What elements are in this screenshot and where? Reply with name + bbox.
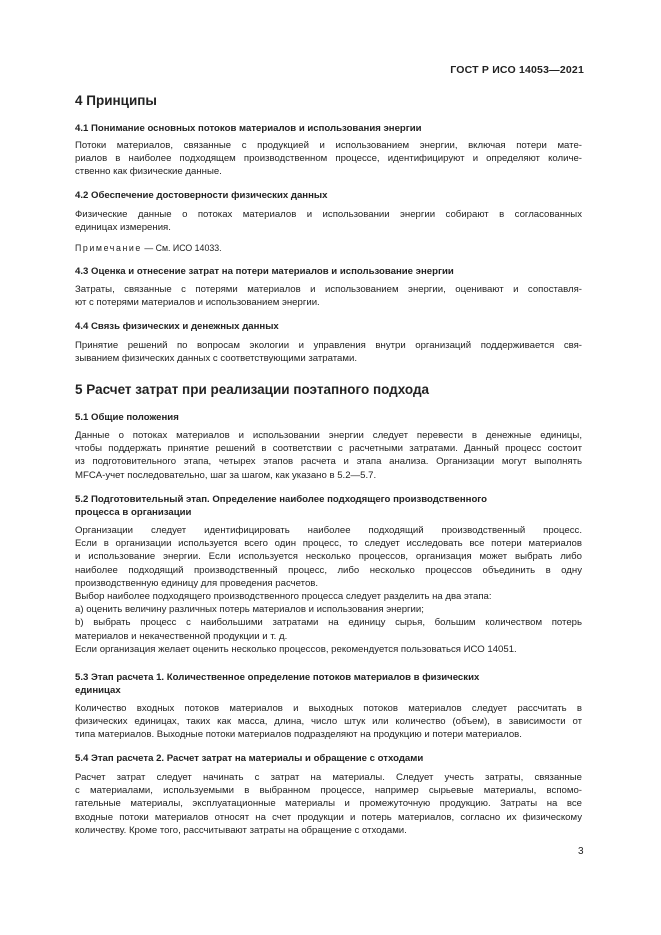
- text-line: Расчет затрат следует начинать с затрат на материалы. Следует учесть затраты, связанные: [75, 772, 582, 783]
- text-line: MFCA-учет последовательно, шаг за шагом, как указано в 5.2—5.7.: [75, 469, 377, 481]
- text-line: производственную единицу для проведения расчетов.: [75, 577, 319, 589]
- section-4-2-text: [75, 208, 582, 234]
- text-line: и использование энергии. Если используется несколько процессов, организация может выбрать либо: [75, 551, 582, 563]
- text-line: Если организация желает оценить несколько процессов, рекомендуется пользоваться ИСО 14051.: [75, 643, 517, 655]
- text-line: физических единицах, таких как масса, длина, число штук или количество (объем), в зависимости от: [75, 716, 582, 728]
- section-5-1-title: 5.1 Общие положения: [75, 412, 179, 423]
- text-line: a) оценить величину различных потерь материалов и использования энергии;: [75, 604, 424, 616]
- page-number: 3: [578, 846, 584, 857]
- text-line: Принятие решений по вопросам экологии и управления внутри организаций поддерживается свя-: [75, 340, 582, 351]
- section-4-title: 4 Принципы: [75, 93, 157, 108]
- section-5-4-text: [75, 771, 582, 837]
- section-5-title: 5 Расчет затрат при реализации поэтапного подхода: [75, 382, 430, 397]
- title-line: процесса в организации: [75, 507, 192, 518]
- section-5-3-title: [75, 671, 479, 697]
- section-5-1-text: [75, 429, 582, 482]
- note: [75, 243, 222, 253]
- note-label: Примечание: [75, 243, 142, 253]
- text-line: из подготовительного этапа, четырех этапов расчета и этапа анализа. Организации могут выполнять: [75, 456, 582, 468]
- note-text: — См. ИСО 14033.: [141, 243, 222, 253]
- text-line: ственно как физические данные.: [75, 166, 222, 178]
- text-line: риалов в наиболее подходящем производственном процессе, идентифицируют и определяют количе-: [75, 153, 582, 165]
- section-4-4-text: [75, 339, 582, 365]
- text-line: количеству. Кроме того, рассчитывают затраты на обращение с отходами.: [75, 824, 407, 836]
- title-line: единицах: [75, 685, 121, 696]
- text-line: входные потоки материалов относят на счет продукции и потерь материалов, согласно их физическому: [75, 811, 582, 823]
- text-line: с материалами, используемыми в выбранном процессе, например сырьевые материалы, вспомо-: [75, 785, 582, 797]
- text-line: чтобы поддержать принятие решений в соответствии с расчетными затратами. Данный процесс состоит: [75, 443, 582, 455]
- section-4-2-title: 4.2 Обеспечение достоверности физических данных: [75, 190, 328, 201]
- text-line: Выбор наиболее подходящего производственного процесса следует разделить на два этапа:: [75, 591, 492, 603]
- section-5-2-text: [75, 524, 582, 656]
- section-5-2-title: [75, 493, 487, 519]
- text-line: ют с потерями материалов и использованием энергии.: [75, 297, 320, 309]
- text-line: материалов и некачественной продукции и т. д.: [75, 630, 288, 642]
- text-line: гательные материалы, эксплуатационные материалы и промежуточную продукцию. Затраты на все: [75, 798, 582, 810]
- section-4-4-title: 4.4 Связь физических и денежных данных: [75, 321, 279, 332]
- text-line: Количество входных потоков материалов и выходных потоков материалов следует рассчитать в: [75, 703, 582, 714]
- title-line: 5.2 Подготовительный этап. Определение наиболее подходящего производственного: [75, 494, 488, 505]
- section-4-3-title: 4.3 Оценка и отнесение затрат на потери материалов и использование энергии: [75, 266, 454, 277]
- text-line: b) выбрать процесс с наибольшими затратами на единицу сырья, большим количеством потерь: [75, 617, 582, 629]
- title-line: 5.3 Этап расчета 1. Количественное определение потоков материалов в физических: [75, 672, 480, 683]
- text-line: Данные о потоках материалов и использовании энергии следует перевести в денежные единицы,: [75, 430, 582, 441]
- text-line: Физические данные о потоках материалов и использовании энергии собирают в согласованных: [75, 209, 582, 220]
- text-line: Потоки материалов, связанные с продукцией и использованием энергии, включая потери мате-: [75, 140, 582, 151]
- document-code: ГОСТ Р ИСО 14053—2021: [450, 64, 584, 76]
- text-line: единицах измерения.: [75, 222, 171, 234]
- text-line: Затраты, связанные с потерями материалов и использованием энергии, оценивают и сопоставля-: [75, 284, 582, 295]
- text-line: Если в организации используется всего один процесс, то следует исследовать все потери материалов: [75, 538, 582, 550]
- section-5-4-title: 5.4 Этап расчета 2. Расчет затрат на материалы и обращение с отходами: [75, 753, 424, 764]
- section-4-1-title: 4.1 Понимание основных потоков материалов и использования энергии: [75, 123, 422, 134]
- text-line: зыванием физических данных с соответствующими затратами.: [75, 353, 357, 365]
- section-4-1-text: [75, 139, 582, 179]
- text-line: Организации следует идентифицировать наиболее подходящий производственный процесс.: [75, 525, 582, 536]
- text-line: типа материалов. Выходные потоки материалов подразделяют на продукцию и потери материалов.: [75, 729, 522, 741]
- section-5-3-text: [75, 702, 582, 742]
- text-line: наиболее подходящий производственный процесс, либо несколько процессов объединить в одну: [75, 564, 582, 576]
- section-4-3-text: [75, 283, 582, 309]
